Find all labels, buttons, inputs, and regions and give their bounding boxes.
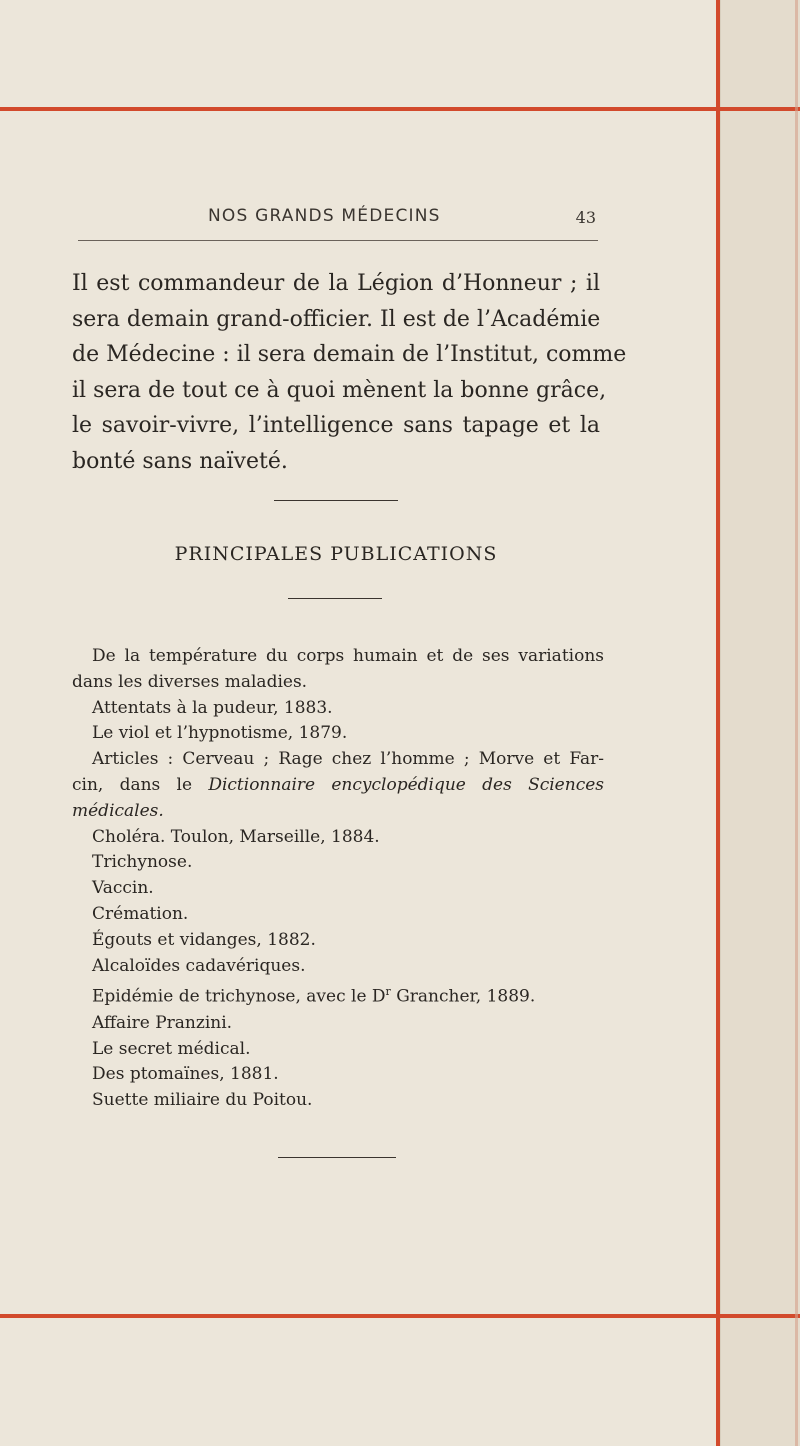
publication-item-continuation: dans les diverses maladies. bbox=[72, 671, 308, 692]
paragraph-line: de Médecine : il sera demain de l’Institut, comme bbox=[72, 342, 627, 367]
end-separator bbox=[278, 1157, 396, 1158]
section-separator-bottom bbox=[288, 598, 382, 599]
publication-item: De la température du corps humain et de ses variations bbox=[92, 646, 604, 666]
publication-item: Alcaloïdes cadavériques. bbox=[92, 955, 306, 976]
top-margin-rule bbox=[0, 107, 800, 111]
publication-item-continuation bbox=[72, 773, 604, 799]
right-margin-rule bbox=[716, 0, 720, 1446]
publication-item: Des ptomaïnes, 1881. bbox=[92, 1064, 279, 1085]
section-title: PRINCIPALES PUBLICATIONS bbox=[174, 543, 498, 565]
publication-item: Égouts et vidanges, 1882. bbox=[92, 929, 316, 950]
publication-item bbox=[72, 979, 604, 1010]
body-paragraph bbox=[72, 266, 627, 479]
page-number: 43 bbox=[575, 208, 596, 227]
section-separator-top bbox=[274, 500, 398, 501]
paragraph-line: sera demain grand-officier. Il est de l’Académie bbox=[72, 306, 601, 332]
publication-item: Suette miliaire du Poitou. bbox=[92, 1090, 313, 1111]
publication-title-italic: Dictionnaire encyclopédique des Sciences bbox=[208, 774, 604, 795]
publication-item: Trichynose. bbox=[92, 852, 193, 873]
publication-title-italic: médicales. bbox=[72, 800, 164, 821]
publication-item: Choléra. Toulon, Marseille, 1884. bbox=[92, 826, 380, 847]
bottom-margin-rule bbox=[0, 1314, 800, 1318]
running-header bbox=[78, 206, 598, 232]
publication-text: cin, dans le bbox=[72, 774, 209, 795]
publication-item: Attentats à la pudeur, 1883. bbox=[92, 697, 333, 718]
publication-text: Epidémie de trichynose, avec le D bbox=[92, 987, 386, 1008]
paragraph-line: Il est commandeur de la Légion d’Honneur ; il bbox=[72, 271, 600, 296]
paragraph-line: bonté sans naïveté. bbox=[72, 448, 288, 474]
running-title: NOS GRANDS MÉDECINS bbox=[208, 206, 441, 226]
publication-item: Articles : Cerveau ; Rage chez l’homme ; Morve et Far- bbox=[92, 749, 604, 770]
paragraph-line: le savoir-vivre, l’intelligence sans tapage et la bbox=[72, 413, 600, 438]
header-rule bbox=[78, 240, 598, 241]
publication-item: Vaccin. bbox=[92, 878, 154, 899]
publication-item: Affaire Pranzini. bbox=[92, 1012, 233, 1033]
publications-list bbox=[72, 644, 604, 1114]
publication-item-continuation bbox=[72, 799, 604, 825]
publication-item: Le secret médical. bbox=[92, 1038, 251, 1059]
page-edge bbox=[720, 0, 800, 1446]
publication-item: Crémation. bbox=[92, 903, 189, 924]
paragraph-line: il sera de tout ce à quoi mènent la bonne grâce, bbox=[72, 377, 607, 403]
publication-item: Le viol et l’hypnotisme, 1879. bbox=[92, 723, 348, 744]
far-edge-rule bbox=[795, 0, 798, 1446]
publication-text: Grancher, 1889. bbox=[390, 987, 536, 1008]
superscript-r: r bbox=[385, 985, 391, 999]
